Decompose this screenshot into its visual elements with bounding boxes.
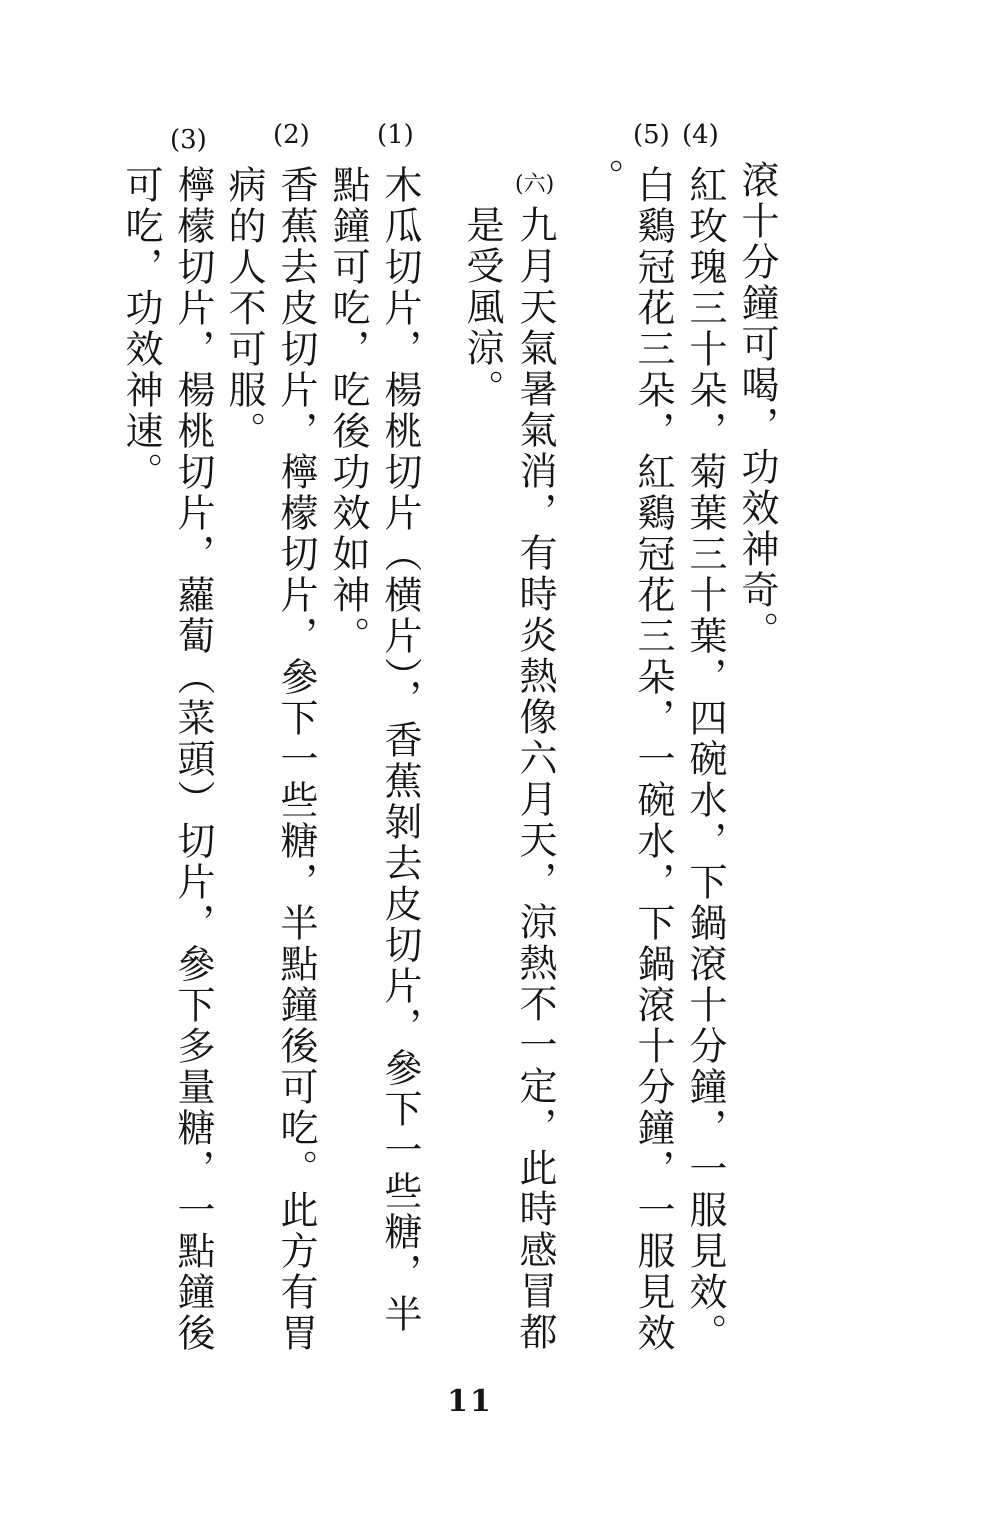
item-marker-2: (2) [273,120,310,150]
text-column-7: 木瓜切片，楊桃切片（横片），香蕉剝去皮切片，參下一些糖，半 [378,165,422,1335]
text-column-6: 是受風涼。 [460,205,504,410]
item-marker-1: (1) [377,120,414,150]
text-column-12: 可吃，功效神速。 [119,165,163,493]
item-marker-4: (4) [682,120,719,150]
text-column-2: 紅玫瑰三十朵，菊葉三十葉，四碗水，下鍋滾十分鐘，一服見效。 [683,165,727,1354]
text-column-1: 滾十分鐘可喝，功效神奇。 [735,160,779,652]
page-number: 11 [447,1384,493,1419]
text-column-3: 白鷄冠花三朵，紅鷄冠花三朵，一碗水，下鍋滾十分鐘，一服見效 [631,165,675,1354]
text-column-10: 病的人不可服。 [222,165,266,452]
section-marker-6: (六) [515,172,555,197]
text-column-5: 九月天氣暑氣消，有時炎熱像六月天，涼熱不一定，此時感冒都 [513,205,557,1353]
item-marker-5: (5) [633,120,670,150]
text-column-8: 點鐘可吃，吃後功效如神。 [326,165,370,657]
text-column-4: 。 [580,158,624,199]
item-marker-3: (3) [170,125,207,155]
text-column-9: 香蕉去皮切片，檸檬切片，參下一些糖，半點鐘後可吃。此方有胃 [274,165,318,1354]
text-column-11: 檸檬切片，楊桃切片，蘿蔔（菜頭）切片，參下多量糖，一點鐘後 [171,165,215,1354]
